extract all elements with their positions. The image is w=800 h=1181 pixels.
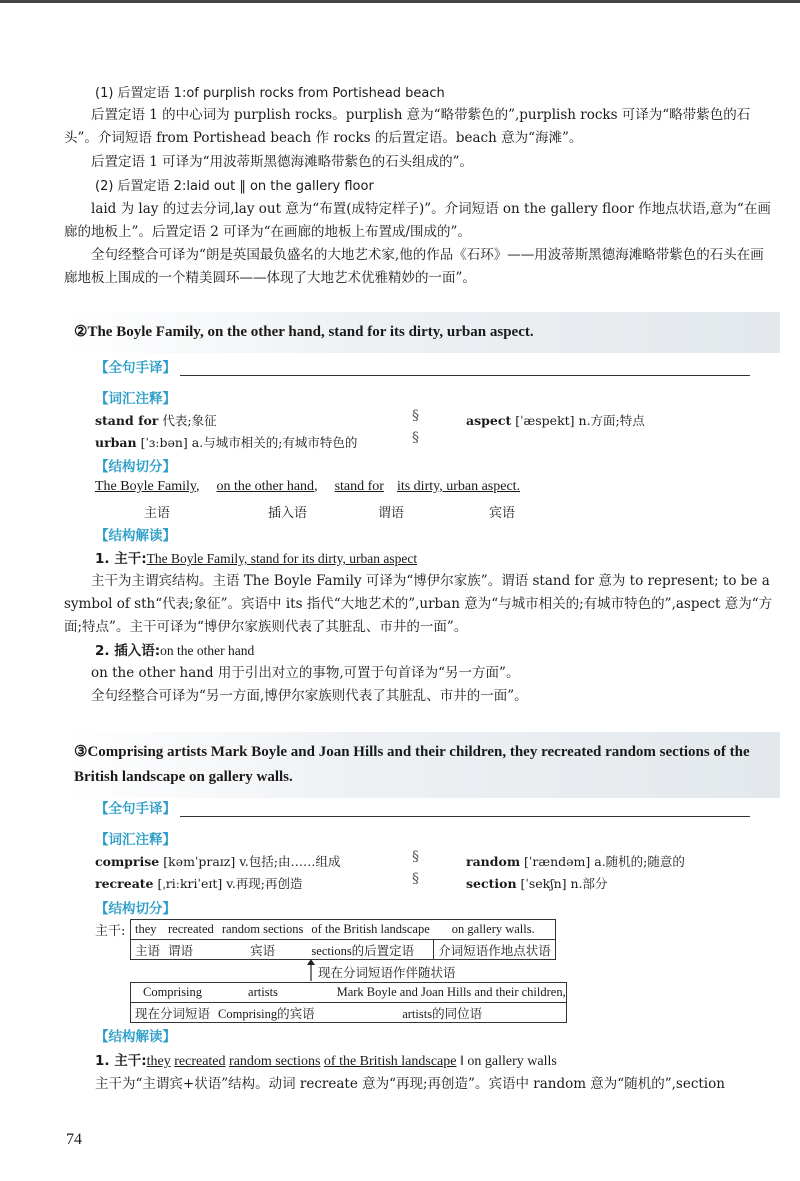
part1-paragraph-2: 后置定语 1 可译为“用波蒂斯黑德海滩略带紫色的石头组成的”。 [91,154,473,170]
label-subject: 主语 [144,506,171,521]
cut-object: its dirty, urban aspect. [396,479,521,494]
s2-explain-heading-1: 1. 主干:The Boyle Family, stand for its dirty, urban aspect [95,551,418,567]
s2-tag-translate: 【全句手译】 [95,360,176,376]
label-predicate: 谓语 [378,506,405,521]
s2-explain-paragraph-1: 主干为主谓宾结构。主语 The Boyle Family 可译为“博伊尔家族”。谓语 stand for 意为 to represent; to be a symbol of sth“代表;象征”。宾语中 its 指代“大地艺术的”,urban 意为“与城市相关的;有城市特色的”,aspect 意为“方面;特点”。主干可译为“博伊尔家族则代表了其脏乱、市井的一面”。 [64,573,773,635]
cell-artists: artists [214,983,319,1003]
s3-tag-translate: 【全句手译】 [95,801,176,817]
s3-vocab-section: section [ˈsekʃn] n.部分 [466,876,608,891]
cell-participle-label: 现在分词短语 [135,1006,211,1021]
s3-tag-explain: 【结构解读】 [95,1029,176,1045]
sentence-3-box [64,732,780,798]
cell-subject-label: 主语 [135,943,161,958]
cell-comprising-object-label: Comprising的宾语 [218,1006,315,1021]
cell-comprising: Comprising [131,983,215,1003]
part1-paragraph-3: laid 为 lay 的过去分词,lay out 意为“布置(成特定样子)”。介词短语 on the gallery floor 作地点状语,意为“在画廊的地板上”。后置定语 2 可译为“在画廊的地板上布置成/围成的”。 [64,201,771,240]
s2-explain-paragraph-3: 全句经整合可译为“另一方面,博伊尔家族则代表了其脏乱、市井的一面”。 [91,688,528,704]
cell-appositive-label: artists的同位语 [402,1006,483,1021]
s2-vocab-urban: urban [ˈɜːbən] a.与城市相关的;有城市特色的 [95,435,358,450]
s3-main-label: 主干: [95,924,126,939]
s2-translate-row [95,356,775,376]
s2-explain-heading-2: 2. 插入语:on the other hand [95,643,255,659]
divider-swirl-icon: § [412,430,419,446]
cut-subject: The Boyle Family [95,479,196,494]
s3-arrow-note: 现在分词短语作伴随状语 [318,965,456,980]
sentence-2-text: ②The Boyle Family, on the other hand, stand for its dirty, urban aspect. [74,324,534,340]
page-number: 74 [66,1131,82,1148]
s3-tag-cut: 【结构切分】 [95,901,176,917]
sentence-2-box [64,312,780,353]
cell-on-walls: on gallery walls. [451,922,535,936]
divider-swirl-icon: § [412,871,419,887]
cell-recreated: recreated [164,920,218,940]
s3-vocab-recreate: recreate [ˌriːkriˈeɪt] v.再现;再创造 [95,876,303,891]
cell-attrib-label: sections的后置定语 [311,943,415,958]
cell-adverbial-label: 介词短语作地点状语 [434,940,556,960]
s3-vocab-comprise: comprise [kəmˈpraɪz] v.包括;由……组成 [95,854,341,869]
s3-translation-blank[interactable] [180,800,750,817]
up-arrow-icon [307,959,315,981]
s3-structure-table-participle [130,982,567,1023]
s2-tag-explain: 【结构解读】 [95,528,176,544]
cell-random-sections: random sections [218,920,308,940]
cell-appositive: Mark Boyle and Joan Hills and their children, [319,983,567,1003]
divider-swirl-icon: § [412,849,419,865]
cell-they: they [131,920,165,940]
s2-vocab-stand-for: stand for 代表;象征 [95,413,217,428]
s3-tag-vocab: 【词汇注释】 [95,832,176,848]
cut-parenthesis: on the other hand [216,479,315,494]
s3-structure-table-main [130,919,556,960]
part1-heading-2: (2) 后置定语 2:laid out ‖ on the gallery floor [95,179,374,194]
s2-cut-sentence: The Boyle Family, on the other hand, stand for its dirty, urban aspect. [95,479,521,494]
heading-text: (1) 后置定语 1:of purplish rocks from Portishead beach [95,86,445,101]
label-object: 宾语 [489,506,516,521]
part1-paragraph-4: 全句经整合可译为“朗是英国最负盛名的大地艺术家,他的作品《石环》——用波蒂斯黑德海滩略带紫色的石头在画廊地板上围成的一个精美圆环——体现了大地艺术优雅精妙的一面”。 [64,247,764,286]
s3-explain-heading-1: 1. 主干:they recreated random sections of the British landscape ‖ on gallery walls [95,1053,557,1069]
page-top-rule [0,0,800,3]
sentence-3-text: ③Comprising artists Mark Boyle and Joan Hills and their children, they recreated random sections of the British landscape on gallery walls. [74,744,750,785]
s2-vocab-aspect: aspect [ˈæspekt] n.方面;特点 [466,413,645,428]
s2-translation-blank[interactable] [180,359,750,376]
s3-explain-paragraph-1: 主干为“主谓宾+状语”结构。动词 recreate 意为“再现;再创造”。宾语中 random 意为“随机的”,section [95,1076,725,1092]
main-clause-table [130,919,556,960]
cut-predicate: stand for [334,479,384,494]
s3-vocab-random: random [ˈrændəm] a.随机的;随意的 [466,854,685,869]
part1-paragraph-1: 后置定语 1 的中心词为 purplish rocks。purplish 意为“略带紫色的”,purplish rocks 可译为“略带紫色的石头”。介词短语 from Portishead beach 作 rocks 的后置定语。beach 意为“海滩”。 [64,107,751,146]
participle-table [130,982,567,1023]
label-parenthesis: 插入语 [268,506,308,521]
cell-object-label: 宾语 [250,943,276,958]
s2-tag-vocab: 【词汇注释】 [95,391,176,407]
cell-of-landscape: of the British landscape [307,920,433,940]
cell-predicate-label: 谓语 [168,943,194,958]
s2-tag-cut: 【结构切分】 [95,459,176,475]
divider-swirl-icon: § [412,408,419,424]
part1-heading-1 [95,82,775,105]
s2-explain-paragraph-2: on the other hand 用于引出对立的事物,可置于句首译为“另一方面”。 [91,665,520,681]
s3-translate-row [95,797,775,817]
